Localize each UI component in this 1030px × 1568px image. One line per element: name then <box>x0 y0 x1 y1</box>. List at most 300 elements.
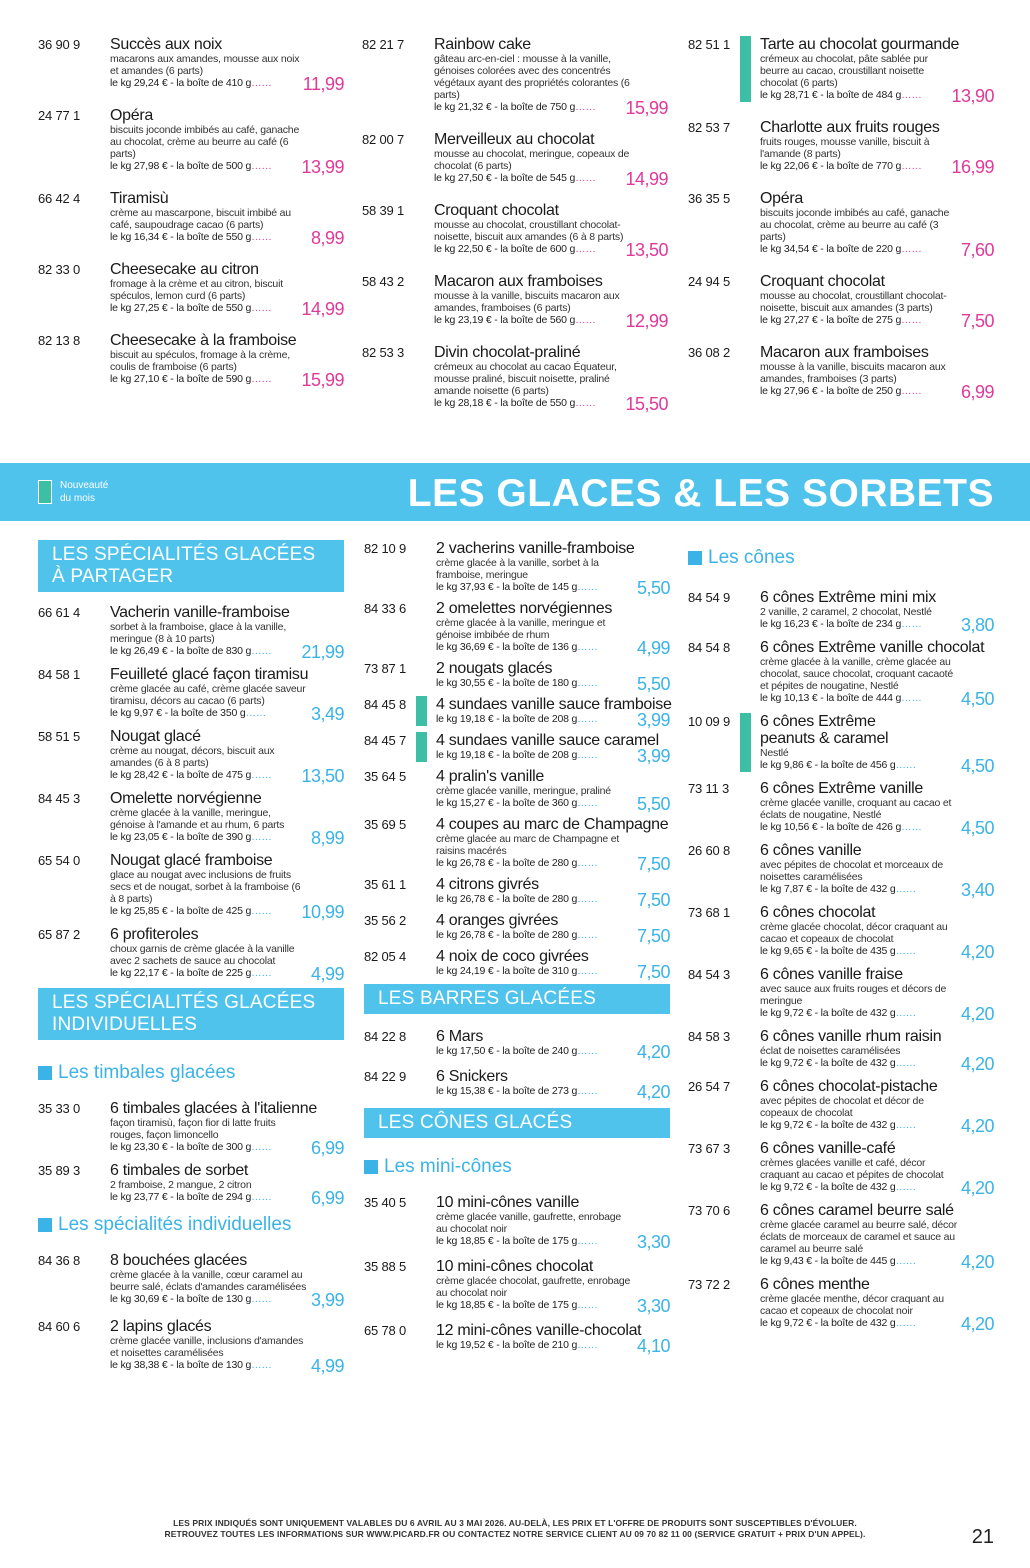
subheader-mini-cones: Les mini-cônes <box>364 1156 670 1178</box>
page-number: 21 <box>971 1526 994 1548</box>
product-description: crème glacée menthe, décor craquant au cacao et copeaux de chocolat noir <box>760 1293 944 1317</box>
price-per-kg: le kg 26,78 € - la boîte de 280 g…… 7,50 <box>436 854 670 874</box>
product-item <box>38 728 344 786</box>
product-code: 82 33 0 <box>38 262 80 277</box>
price-per-kg: le kg 23,05 € - la boîte de 390 g…… 8,99 <box>110 828 344 848</box>
product-description: crémeux au chocolat, pâte sablée pur beurre au cacao, croustillant noisette chocolat (6 parts) <box>760 53 928 89</box>
new-product-marker <box>416 732 427 762</box>
price-per-kg: le kg 28,18 € - la boîte de 550 g…… 15,50 <box>434 394 668 414</box>
product-name: Divin chocolat-praliné <box>434 344 581 361</box>
product-name: 8 bouchées glacées <box>110 1252 247 1269</box>
product-code: 58 51 5 <box>38 729 80 744</box>
product-code: 73 67 3 <box>688 1141 730 1156</box>
product-code: 73 68 1 <box>688 905 730 920</box>
product-item <box>38 332 344 390</box>
product-name: 6 Snickers <box>436 1068 508 1085</box>
top-column-2 <box>362 36 668 427</box>
leader-dots: …… <box>895 1119 917 1131</box>
leader-dots: …… <box>251 967 272 979</box>
price-per-kg: le kg 21,32 € - la boîte de 750 g…… 15,99 <box>434 98 668 118</box>
product-item <box>364 600 670 658</box>
price-per-kg: le kg 16,23 € - la boîte de 234 g…… 3,80 <box>760 615 994 635</box>
product-code: 66 61 4 <box>38 605 80 620</box>
product-description: crème glacée chocolat, décor craquant au cacao et copeaux de chocolat <box>760 921 948 945</box>
product-price: 3,49 <box>310 704 344 724</box>
leader-dots: …… <box>251 231 272 243</box>
price-per-kg: le kg 27,50 € - la boîte de 545 g…… 14,99 <box>434 169 668 189</box>
product-name: 4 sundaes vanille sauce framboise <box>436 696 672 713</box>
product-item <box>364 1258 670 1316</box>
price-per-kg: le kg 23,77 € - la boîte de 294 g…… 6,99 <box>110 1188 344 1208</box>
product-name: 2 vacherins vanille-framboise <box>436 540 635 557</box>
price-per-kg: le kg 9,97 € - la boîte de 350 g…… 3,49 <box>110 704 344 724</box>
product-name-line2: peanuts & caramel <box>760 730 889 747</box>
product-price: 7,50 <box>636 854 670 874</box>
product-name: 6 cônes Extrême vanille <box>760 780 923 797</box>
product-description: crème glacée à la vanille, crème glacée au chocolat, sauce chocolat, croquant cacaoté et pépites de nougatine, Nestlé <box>760 656 953 692</box>
section-title: LES GLACES & LES SORBETS <box>407 472 994 515</box>
price-per-kg: le kg 10,56 € - la boîte de 426 g…… 4,50 <box>760 818 994 838</box>
product-price: 10,99 <box>301 902 344 922</box>
price-per-kg: le kg 24,19 € - la boîte de 310 g…… 7,50 <box>436 962 670 982</box>
product-price: 6,99 <box>310 1188 344 1208</box>
leader-dots: …… <box>895 1057 917 1069</box>
product-code: 36 35 5 <box>688 191 730 206</box>
section-banner <box>0 463 1030 521</box>
product-code: 35 33 0 <box>38 1101 80 1116</box>
product-item <box>38 107 344 177</box>
leader-dots: …… <box>577 749 598 761</box>
price-per-kg: le kg 23,30 € - la boîte de 300 g…… 6,99 <box>110 1138 344 1158</box>
product-price: 3,99 <box>636 746 670 766</box>
product-item <box>38 604 344 662</box>
product-code: 65 78 0 <box>364 1323 406 1338</box>
product-description: sorbet à la framboise, glace à la vanille, meringue (8 à 10 parts) <box>110 621 287 645</box>
price-per-kg: le kg 19,18 € - la boîte de 208 g…… 3,99 <box>436 710 670 730</box>
product-name: Opéra <box>110 107 153 124</box>
new-product-marker <box>740 713 751 772</box>
product-name: Macaron aux framboises <box>434 273 603 290</box>
price-per-kg: le kg 28,42 € - la boîte de 475 g…… 13,50 <box>110 766 344 786</box>
product-price: 3,30 <box>636 1232 670 1252</box>
product-code: 82 53 7 <box>688 120 730 135</box>
product-code: 26 60 8 <box>688 843 730 858</box>
product-item <box>688 589 994 635</box>
product-item <box>688 904 994 962</box>
product-price: 13,90 <box>951 86 994 106</box>
product-code: 73 72 2 <box>688 1277 730 1292</box>
product-code: 84 54 9 <box>688 590 730 605</box>
product-description: crème glacée à la vanille, meringue, génoise à l'amande et au rhum, 6 parts <box>110 807 285 831</box>
product-item <box>362 202 668 260</box>
leader-dots: …… <box>895 759 917 771</box>
product-item <box>688 190 994 260</box>
product-code: 82 05 4 <box>364 949 406 964</box>
leader-dots: …… <box>251 905 272 917</box>
product-price: 15,99 <box>301 370 344 390</box>
product-price: 5,50 <box>636 794 670 814</box>
product-code: 26 54 7 <box>688 1079 730 1094</box>
product-code: 10 09 9 <box>688 714 730 729</box>
product-description: crème glacée à la vanille, sorbet à la framboise, meringue <box>436 557 599 581</box>
leader-dots: …… <box>251 1359 272 1371</box>
leader-dots: …… <box>895 1317 917 1329</box>
product-price: 7,50 <box>960 311 994 331</box>
product-description: mousse au chocolat, meringue, copeaux de chocolat (6 parts) <box>434 148 630 172</box>
leader-dots: …… <box>575 314 596 326</box>
product-name: 4 coupes au marc de Champagne <box>436 816 669 833</box>
product-name: 4 sundaes vanille sauce caramel <box>436 732 659 749</box>
product-name: Macaron aux framboises <box>760 344 929 361</box>
square-bullet-icon <box>38 1218 52 1232</box>
new-product-marker <box>416 696 427 726</box>
product-code: 73 11 3 <box>688 781 730 796</box>
product-price: 14,99 <box>301 299 344 319</box>
product-price: 7,50 <box>636 962 670 982</box>
product-item <box>364 1194 670 1252</box>
product-description: avec pépites de chocolat et décor de copeaux de chocolat <box>760 1095 924 1119</box>
product-code: 82 53 3 <box>362 345 404 360</box>
product-code: 84 33 6 <box>364 601 406 616</box>
product-description: crème glacée à la vanille, cœur caramel au beurre salé, éclats d'amandes caramélisées <box>110 1269 307 1293</box>
leader-dots: …… <box>251 302 272 314</box>
left-column <box>38 540 344 1384</box>
section-header-individual: LES SPÉCIALITÉS GLACÉES INDIVIDUELLES <box>38 988 344 1040</box>
product-item <box>364 1028 670 1062</box>
product-price: 4,20 <box>960 1178 994 1198</box>
product-code: 66 42 4 <box>38 191 80 206</box>
product-price: 11,99 <box>302 74 344 94</box>
product-name: 6 Mars <box>436 1028 484 1045</box>
price-per-kg: le kg 30,69 € - la boîte de 130 g…… 3,99 <box>110 1290 344 1310</box>
product-name: Opéra <box>760 190 803 207</box>
product-code: 65 54 0 <box>38 853 80 868</box>
product-description: macarons aux amandes, mousse aux noix et amandes (6 parts) <box>110 53 300 77</box>
product-name: 4 oranges givrées <box>436 912 559 929</box>
product-code: 24 77 1 <box>38 108 80 123</box>
product-name: 2 nougats glacés <box>436 660 553 677</box>
product-code: 84 54 3 <box>688 967 730 982</box>
product-item <box>38 190 344 248</box>
leader-dots: …… <box>577 1235 598 1247</box>
product-price: 3,99 <box>636 710 670 730</box>
product-item <box>38 261 344 319</box>
product-code: 82 21 7 <box>362 37 404 52</box>
product-name: 6 cônes vanille fraise <box>760 966 903 983</box>
product-name: Nougat glacé <box>110 728 201 745</box>
price-per-kg: le kg 9,86 € - la boîte de 456 g…… 4,50 <box>760 756 994 776</box>
product-name: 6 profiteroles <box>110 926 199 943</box>
product-name: Croquant chocolat <box>760 273 885 290</box>
product-item <box>362 36 668 118</box>
product-description: mousse à la vanille, biscuits macaron aux amandes, framboises (6 parts) <box>434 290 620 314</box>
product-name: 6 timbales de sorbet <box>110 1162 249 1179</box>
subheader-individual-specialties: Les spécialités individuelles <box>38 1214 344 1236</box>
product-description: façon tiramisù, façon fior di latte fruits rouges, façon limoncello <box>110 1117 276 1141</box>
product-code: 35 69 5 <box>364 817 406 832</box>
price-per-kg: le kg 26,78 € - la boîte de 280 g…… 7,50 <box>436 890 670 910</box>
leader-dots: …… <box>577 1045 598 1057</box>
price-per-kg: le kg 36,69 € - la boîte de 136 g…… 4,99 <box>436 638 670 658</box>
product-description: mousse au chocolat, croustillant chocolat-noisette, biscuit aux amandes (3 parts) <box>760 290 947 314</box>
price-per-kg: le kg 16,34 € - la boîte de 550 g…… 8,99 <box>110 228 344 248</box>
product-price: 7,60 <box>960 240 994 260</box>
product-item <box>364 732 670 766</box>
price-per-kg: le kg 27,27 € - la boîte de 275 g…… 7,50 <box>760 311 994 331</box>
price-per-kg: le kg 27,10 € - la boîte de 590 g…… 15,99 <box>110 370 344 390</box>
product-code: 65 87 2 <box>38 927 80 942</box>
price-per-kg: le kg 9,65 € - la boîte de 435 g…… 4,20 <box>760 942 994 962</box>
product-item <box>362 273 668 331</box>
product-price: 4,50 <box>960 818 994 838</box>
product-name: 6 cônes Extrême vanille chocolat <box>760 639 985 656</box>
product-name: 6 cônes Extrême mini mix <box>760 589 936 606</box>
leader-dots: …… <box>251 831 272 843</box>
product-name: 4 pralin's vanille <box>436 768 544 785</box>
square-bullet-icon <box>38 1066 52 1080</box>
product-price: 3,30 <box>636 1296 670 1316</box>
section-header-shared: LES SPÉCIALITÉS GLACÉES À PARTAGER <box>38 540 344 592</box>
product-price: 12,99 <box>625 311 668 331</box>
product-name: Tarte au chocolat gourmande <box>760 36 960 53</box>
product-code: 84 54 8 <box>688 640 730 655</box>
price-per-kg: le kg 19,52 € - la boîte de 210 g…… 4,10 <box>436 1336 670 1356</box>
product-price: 4,20 <box>960 1252 994 1272</box>
product-description: mousse au chocolat, croustillant chocolat-noisette, biscuit aux amandes (6 à 8 parts) <box>434 219 624 243</box>
price-per-kg: le kg 17,50 € - la boîte de 240 g…… 4,20 <box>436 1042 670 1062</box>
product-price: 4,20 <box>960 1314 994 1334</box>
product-price: 6,99 <box>310 1138 344 1158</box>
product-price: 15,99 <box>625 98 668 118</box>
product-price: 4,20 <box>960 1116 994 1136</box>
leader-dots: …… <box>251 645 272 657</box>
product-description: crème glacée au café, crème glacée saveur tiramisu, décors au cacao (6 parts) <box>110 683 306 707</box>
product-item <box>688 273 994 331</box>
product-item <box>362 131 668 189</box>
product-code: 84 58 3 <box>688 1029 730 1044</box>
product-item <box>688 36 994 106</box>
product-name: 6 cônes Extrême <box>760 713 876 730</box>
product-name: 6 cônes chocolat-pistache <box>760 1078 938 1095</box>
leader-dots: …… <box>895 1007 917 1019</box>
product-price: 4,20 <box>960 942 994 962</box>
price-per-kg: le kg 9,72 € - la boîte de 432 g…… 4,20 <box>760 1054 994 1074</box>
product-name: Rainbow cake <box>434 36 531 53</box>
product-code: 82 00 7 <box>362 132 404 147</box>
subheader-cones: Les cônes <box>688 547 994 569</box>
product-item <box>688 639 994 709</box>
product-name: Cheesecake au citron <box>110 261 259 278</box>
product-code: 84 36 8 <box>38 1253 80 1268</box>
leader-dots: …… <box>251 1141 272 1153</box>
leader-dots: …… <box>577 1339 598 1351</box>
product-description: éclat de noisettes caramélisées <box>760 1045 901 1057</box>
product-description: crème glacée vanille, croquant au cacao et éclats de nougatine, Nestlé <box>760 797 952 821</box>
product-code: 82 51 1 <box>688 37 730 52</box>
product-code: 84 45 3 <box>38 791 80 806</box>
price-per-kg: le kg 27,96 € - la boîte de 250 g…… 6,99 <box>760 382 994 402</box>
product-name: 12 mini-cônes vanille-chocolat <box>436 1322 642 1339</box>
product-price: 4,50 <box>960 756 994 776</box>
product-name: 6 cônes vanille <box>760 842 862 859</box>
leader-dots: …… <box>577 893 598 905</box>
leader-dots: …… <box>575 243 596 255</box>
product-description: crème glacée vanille, inclusions d'amandes et noisettes caramélisées <box>110 1335 304 1359</box>
product-price: 4,20 <box>960 1004 994 1024</box>
product-item <box>688 1078 994 1136</box>
product-code: 84 58 1 <box>38 667 80 682</box>
product-item <box>38 790 344 848</box>
product-item <box>688 119 994 177</box>
leader-dots: …… <box>575 101 596 113</box>
product-price: 13,99 <box>301 157 344 177</box>
product-code: 73 70 6 <box>688 1203 730 1218</box>
product-code: 35 88 5 <box>364 1259 406 1274</box>
product-price: 5,50 <box>636 674 670 694</box>
product-description: crème glacée au marc de Champagne et raisins macérés <box>436 833 620 857</box>
product-item <box>688 1028 994 1074</box>
product-name: 2 omelettes norvégiennes <box>436 600 613 617</box>
product-price: 4,10 <box>636 1336 670 1356</box>
product-description: glace au nougat avec inclusions de fruits secs et de nougat, sorbet à la framboise (6 à 8 parts) <box>110 869 301 905</box>
leader-dots: …… <box>577 1085 598 1097</box>
product-code: 36 08 2 <box>688 345 730 360</box>
product-code: 84 45 8 <box>364 697 406 712</box>
product-price: 4,99 <box>310 964 344 984</box>
square-bullet-icon <box>364 1160 378 1174</box>
product-description: crème glacée vanille, meringue, praliné <box>436 785 611 797</box>
product-price: 14,99 <box>625 169 668 189</box>
product-name: 4 citrons givrés <box>436 876 539 893</box>
product-code: 84 22 8 <box>364 1029 406 1044</box>
price-per-kg: le kg 30,55 € - la boîte de 180 g…… 5,50 <box>436 674 670 694</box>
price-per-kg: le kg 26,49 € - la boîte de 830 g…… 21,99 <box>110 642 344 662</box>
product-description: fruits rouges, mousse vanille, biscuit à l'amande (8 parts) <box>760 136 930 160</box>
leader-dots: …… <box>577 641 598 653</box>
price-per-kg: le kg 25,85 € - la boîte de 425 g…… 10,99 <box>110 902 344 922</box>
product-description: crème glacée caramel au beurre salé, décor éclats de morceaux de caramel et sauce au caramel au beurre salé <box>760 1219 958 1255</box>
product-item <box>364 948 670 982</box>
leader-dots: …… <box>251 160 272 172</box>
product-price: 4,20 <box>636 1082 670 1102</box>
product-name: Succès aux noix <box>110 36 223 53</box>
product-item <box>38 926 344 984</box>
product-code: 58 39 1 <box>362 203 404 218</box>
product-name: Croquant chocolat <box>434 202 559 219</box>
leader-dots: …… <box>901 89 922 101</box>
price-per-kg: le kg 15,38 € - la boîte de 273 g…… 4,20 <box>436 1082 670 1102</box>
product-item <box>364 660 670 694</box>
product-description: crème glacée vanille, gaufrette, enrobage au chocolat noir <box>436 1211 622 1235</box>
product-description: Nestlé <box>760 747 789 759</box>
section-header-cones: LES CÔNES GLACÉS <box>364 1108 670 1138</box>
product-code: 84 60 6 <box>38 1319 80 1334</box>
product-price: 6,99 <box>960 382 994 402</box>
product-description: fromage à la crème et au citron, biscuit spéculos, lemon curd (6 parts) <box>110 278 283 302</box>
product-price: 13,50 <box>625 240 668 260</box>
product-price: 13,50 <box>301 766 344 786</box>
product-price: 4,50 <box>960 689 994 709</box>
product-price: 16,99 <box>951 157 994 177</box>
price-per-kg: le kg 18,85 € - la boîte de 175 g…… 3,30 <box>436 1232 670 1252</box>
product-price: 4,20 <box>960 1054 994 1074</box>
top-column-1 <box>38 36 344 403</box>
product-item <box>38 852 344 922</box>
price-per-kg: le kg 22,50 € - la boîte de 600 g…… 13,50 <box>434 240 668 260</box>
subheader-timbales: Les timbales glacées <box>38 1062 344 1084</box>
product-code: 35 61 1 <box>364 877 406 892</box>
leader-dots: …… <box>577 581 598 593</box>
product-description: crème au nougat, décors, biscuit aux amandes (6 à 8 parts) <box>110 745 275 769</box>
price-per-kg: le kg 37,93 € - la boîte de 145 g…… 5,50 <box>436 578 670 598</box>
product-description: crème au mascarpone, biscuit imbibé au café, saupoudrage cacao (6 parts) <box>110 207 291 231</box>
middle-column <box>364 540 670 1362</box>
price-per-kg: le kg 28,71 € - la boîte de 484 g…… 13,90 <box>760 86 994 106</box>
product-code: 35 56 2 <box>364 913 406 928</box>
product-item <box>364 540 670 598</box>
product-description: crémeux au chocolat au cacao Équateur, mousse praliné, biscuit noisette, praliné amande noisette (6 parts) <box>434 361 617 397</box>
product-item <box>38 1252 344 1310</box>
leader-dots: …… <box>895 883 917 895</box>
leader-dots: …… <box>577 929 598 941</box>
product-price: 15,50 <box>625 394 668 414</box>
product-price: 4,99 <box>636 638 670 658</box>
right-column <box>688 547 994 1338</box>
price-per-kg: le kg 9,43 € - la boîte de 445 g…… 4,20 <box>760 1252 994 1272</box>
product-name: Tiramisù <box>110 190 169 207</box>
product-item <box>364 696 672 730</box>
product-item <box>364 876 670 910</box>
product-name: 4 noix de coco givrées <box>436 948 589 965</box>
product-name: 6 cônes menthe <box>760 1276 870 1293</box>
product-price: 5,50 <box>636 578 670 598</box>
product-name: 10 mini-cônes vanille <box>436 1194 580 1211</box>
product-code: 82 13 8 <box>38 333 80 348</box>
product-code: 58 43 2 <box>362 274 404 289</box>
product-item <box>688 1140 994 1198</box>
leader-dots: …… <box>577 677 598 689</box>
price-per-kg: le kg 9,72 € - la boîte de 432 g…… 4,20 <box>760 1314 994 1334</box>
leader-dots: …… <box>251 373 272 385</box>
product-name: Nougat glacé framboise <box>110 852 273 869</box>
product-item <box>38 1318 344 1376</box>
leader-dots: …… <box>245 707 267 719</box>
product-price: 4,99 <box>310 1356 344 1376</box>
product-name: 6 cônes caramel beurre salé <box>760 1202 954 1219</box>
price-per-kg: le kg 22,17 € - la boîte de 225 g…… 4,99 <box>110 964 344 984</box>
product-name: Vacherin vanille-framboise <box>110 604 290 621</box>
leader-dots: …… <box>575 172 596 184</box>
leader-dots: …… <box>577 1299 598 1311</box>
top-column-3 <box>688 36 994 415</box>
product-name: 6 cônes vanille rhum raisin <box>760 1028 942 1045</box>
price-per-kg: le kg 23,19 € - la boîte de 560 g…… 12,99 <box>434 311 668 331</box>
product-code: 36 90 9 <box>38 37 80 52</box>
leader-dots: …… <box>577 965 598 977</box>
product-item <box>688 713 994 776</box>
price-per-kg: le kg 9,72 € - la boîte de 432 g…… 4,20 <box>760 1116 994 1136</box>
product-item <box>688 1202 994 1272</box>
product-code: 73 87 1 <box>364 661 406 676</box>
product-item <box>688 780 994 838</box>
new-product-legend-swatch <box>38 480 52 504</box>
leader-dots: …… <box>895 1181 917 1193</box>
product-price: 3,80 <box>960 615 994 635</box>
leader-dots: …… <box>575 397 596 409</box>
product-price: 4,20 <box>636 1042 670 1062</box>
product-price: 7,50 <box>636 890 670 910</box>
new-product-marker <box>740 36 751 102</box>
